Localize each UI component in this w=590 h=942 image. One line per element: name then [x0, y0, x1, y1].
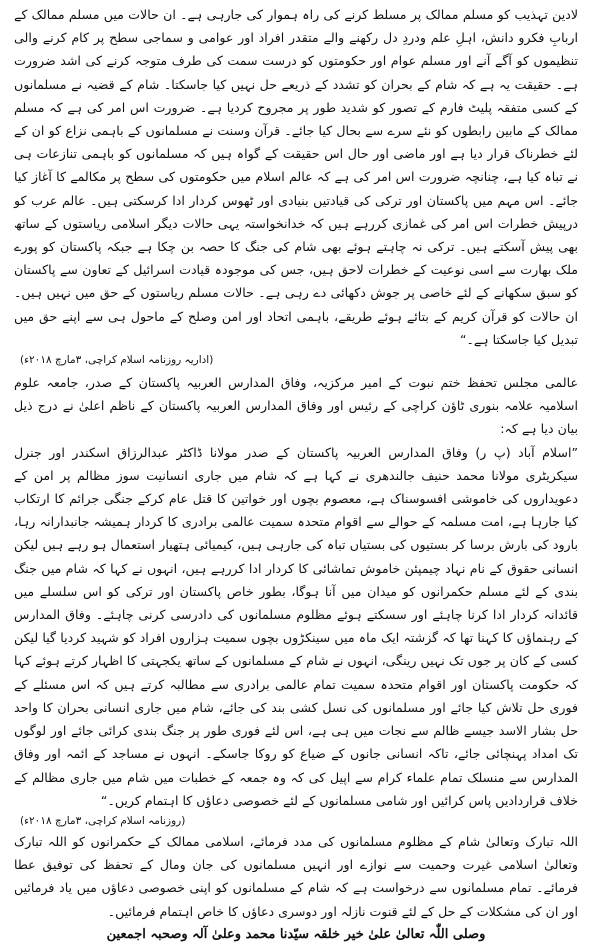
article2-source-text: (روزنامہ اسلام کراچی، ۳مارچ ۲۰۱۸ء) [20, 814, 186, 827]
article2-source [14, 812, 578, 830]
article1-source-text: (اداریہ روزنامہ اسلام کراچی، ۳مارچ ۲۰۱۸ء) [20, 354, 214, 367]
closing-salutation: وصلی اللّٰہ تعالیٰ علیٰ خیر خلقہ سیّدنا محمد وعلیٰ آلہ وصحبہ اجمعین [106, 926, 486, 942]
article2-intro: عالمی مجلس تحفظ ختم نبوت کے امیر مرکزیہ، وفاق المدارس العربیہ پاکستان کے صدر، جامعہ علوم اسلامیہ علامہ بنوری ٹاؤن کراچی کے رئیس اور وفاق المدارس العربیہ پاکستان کے ناظم اعلیٰ نے درج ذیل بیان دیا ہے کہ: [14, 375, 578, 437]
closing-prayer: اللہ تبارک وتعالیٰ شام کے مظلوم مسلمانوں کی مدد فرمائے، اسلامی ممالک کے حکمرانوں کو اللہ تبارک وتعالیٰ اسلامی غیرت وحمیت سے نوازے اور انہیں مسلمانوں کی جان ومال کے تحفظ کی توفیق عطا فرمائے۔ تمام مسلمانوں سے درخواست ہے کہ شام کے مسلمانوں کو اپنی خصوصی دعاؤں میں یاد فرمائیں اور ان کی مشکلات کے حل کے لئے قنوت نازلہ اور دوسری دعاؤں کا خاص اہتمام فرمائیں۔ [14, 833, 578, 919]
article1-source [14, 351, 578, 369]
article2-body: ”اسلام آباد (پ ر) وفاق المدارس العربیہ پاکستان کے صدر مولانا ڈاکٹر عبدالرزاق اسکندر اور جنرل سیکریٹری مولانا محمد حنیف جالندھری نے کہا ہے کہ شام میں جاری انسانیت سوز مظالم پر امن کے دعویداروں کی خاموشی افسوسناک ہے، معصوم بچوں اور خواتین کا قتل عام کرکے جنگی جرائم کا ارتکاب کیا جارہا ہے، امت مسلمہ کے حوالے سے اقوام متحدہ سمیت عالمی برادری کا کردار ہمیشہ جانبدارانہ رہا، بارود کی بارش برسا کر بستیوں کی بستیاں تباہ کی جارہی ہیں، کیمیائی ہتھیار استعمال ہو رہے ہیں لیکن انسانی حقوق کے نام نہاد چیمپئن خاموش تماشائی کا کردار ادا کررہے ہیں، انہوں نے کہا کہ شام میں جنگ بندی کے لئے مسلم حکمرانوں کو میدان میں آنا ہوگا، بطور خاص پاکستان اور ترکی کو اس سلسلے میں قائدانہ کردار ادا کرنا چاہئے اور سسکتے ہوئے مظلوم مسلمانوں کی دادرسی کرنی چاہئے۔ وفاق المدارس کے رہنماؤں کا کہنا تھا کہ گزشتہ ایک ماہ میں سینکڑوں بچوں سمیت ہزاروں افراد کو شہید کردیا گیا لیکن کسی کے کان پر جوں تک نہیں رینگی، انہوں نے شام کے مسلمانوں کے ساتھ یکجہتی کا اظہار کرتے ہوئے کہا کہ حکومت پاکستان اور اقوام متحدہ سمیت تمام عالمی برادری سے مطالبہ کرتے ہیں کہ اس مسئلے کے فوری حل تلاش کیا جائے اور مسلمانوں کی نسل کشی بند کی جائے، شام میں جاری انسانی بحران کا واحد حل بشار الاسد جیسے ظالم سے نجات میں ہی ہے، اس لئے فوری طور پر جنگ بندی کرائی جائے اور لوگوں تک امداد پہنچائی جائے، تاکہ انسانی جانوں کے ضیاع کو روکا جاسکے۔ انہوں نے مساجد کے ائمہ اور وفاق المدارس سے منسلک تمام علماء کرام سے اپیل کی کہ وہ جمعہ کے خطبات میں شام میں جاری مظالم کے خلاف قراردادیں پاس کرائیں اور شامی مسلمانوں کے لئے خصوصی دعاؤں کا اہتمام کریں۔“ [14, 444, 578, 808]
article1-body: لادین تہذیب کو مسلم ممالک پر مسلط کرنے کی راہ ہموار کی جارہی ہے۔ ان حالات میں مسلم ممالک کے اربابِ فکرو دانش، اہلِ علم ودردِ دل رکھنے والے متقدر افراد اور عوامی و سماجی سطح پر کام کرنے والی تنظیموں کو آگے آنے اور مسلم عوام اور حکومتوں کو درست سمت کی طرف متوجہ کرنے کی اشد ضرورت ہے۔ حقیقت یہ ہے کہ شام کے بحران کو تشدد کے ذریعے حل نہیں کیا جاسکتا۔ شام کے قضیہ نے مسلمانوں کے کسی متفقہ پلیٹ فارم کے تصور کو شدید طور پر مجروح کردیا ہے۔ ضرورت اس امر کی ہے کہ مسلم ممالک کے مابین رابطوں کو نئے سرے سے بحال کیا جائے۔ قرآن وسنت نے مسلمانوں کے باہمی نزاع کو ان کے لئے خطرناک قرار دیا ہے اور ماضی اور حال اس حقیقت کے گواہ ہیں کہ مسلمانوں کو باہمی تنازعات ہی نے تباہ کیا ہے، چنانچہ ضرورت اس امر کی ہے کہ عالم اسلام میں حکومتوں کی سطح پر مکالمے کا آغاز کیا جائے۔ اس مہم میں پاکستان اور ترکی کی قیادتیں بنیادی اور ٹھوس کردار ادا کرسکتی ہیں۔ عالم عرب کو درپیش خطرات اس امر کی غمازی کررہے ہیں کہ خدانخواستہ یہی حالات دیگر اسلامی ریاستوں کے ساتھ بھی پیش آسکتے ہیں۔ ترکی نہ چاہتے ہوئے بھی شام کی جنگ کا حصہ بن چکا ہے جبکہ پاکستان کو پورے ملک بھارت سے اسی نوعیت کے خطرات لاحق ہیں، جس کی موجودہ قیادت اسرائیل کے تعاون سے پاکستان کو سبق سکھانے کے لئے خاصی پر جوش دکھائی دے رہی ہے۔ حالات مسلم ریاستوں کے حق میں نہیں ہیں۔ ان حالات کو قرآن کریم کے بتائے ہوئے طریقے، باہمی اتحاد اور امن وصلح کے ماحول ہی سے اپنے حق میں تبدیل کیا جاسکتا ہے۔“ [14, 7, 578, 347]
